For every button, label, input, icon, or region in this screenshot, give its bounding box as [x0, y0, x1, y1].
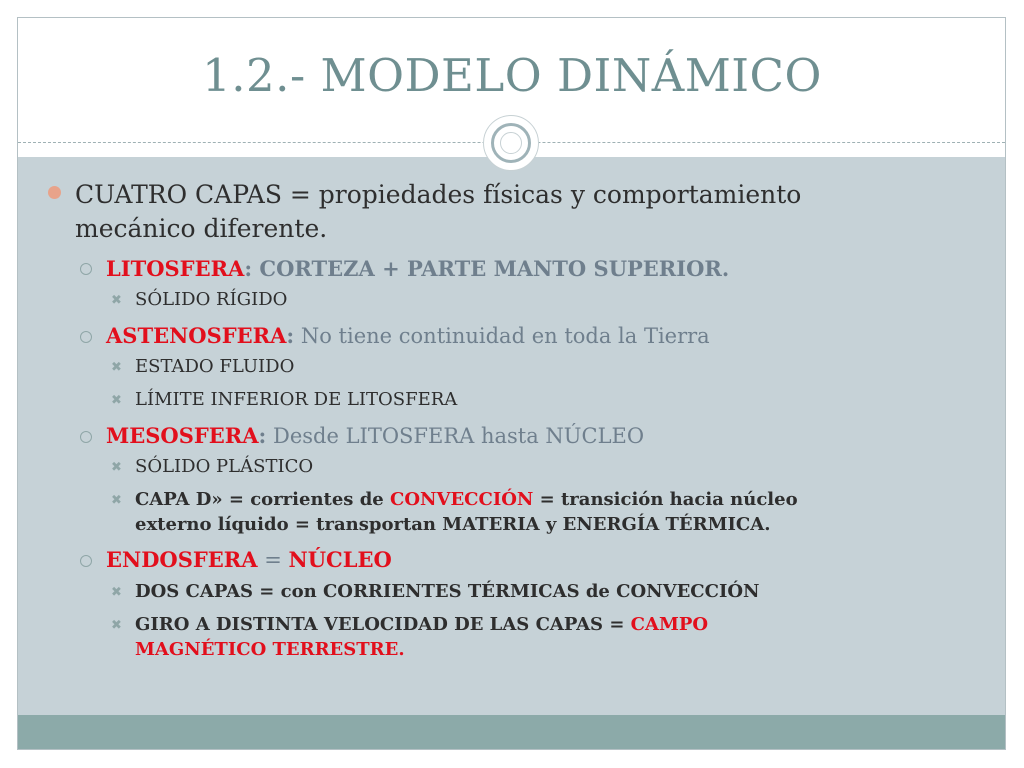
litosfera-line: [106, 255, 729, 283]
litosfera-colon: :: [244, 256, 253, 281]
mesosfera-item2-b: = transición hacia núcleo: [533, 489, 798, 510]
astenosfera-item-1: ESTADO FLUIDO: [135, 356, 295, 377]
bullet-text-line2: mecánico diferente.: [75, 214, 328, 243]
litosfera-item: SÓLIDO RÍGIDO: [135, 289, 288, 310]
astenosfera-colon: :: [286, 323, 295, 348]
endosfera-line: [106, 546, 392, 574]
x-bullet-icon: ✖: [111, 585, 122, 600]
x-bullet-icon: ✖: [111, 493, 122, 508]
bullet-text-line1: CUATRO CAPAS = propiedades físicas y comportamiento: [75, 180, 802, 209]
endosfera-item-2: [135, 613, 708, 637]
ring-inner: [491, 123, 531, 163]
ring-core: [500, 132, 522, 154]
ring-bullet-icon: [80, 555, 92, 567]
endosfera-item-2-line2: MAGNÉTICO TERRESTRE.: [135, 639, 405, 660]
astenosfera-line: [106, 322, 710, 350]
ring-bullet-icon: [80, 431, 92, 443]
x-bullet-icon: ✖: [111, 618, 122, 633]
mesosfera-item2-red: CONVECCIÓN: [390, 489, 534, 510]
x-bullet-icon: ✖: [111, 293, 122, 308]
litosfera-desc: CORTEZA + PARTE MANTO SUPERIOR.: [252, 256, 730, 281]
filled-circle-bullet-icon: [48, 186, 61, 199]
mesosfera-line: [106, 422, 644, 450]
footer-bar: [18, 715, 1005, 749]
ring-bullet-icon: [80, 331, 92, 343]
endosfera-item2-red: CAMPO: [630, 614, 709, 635]
astenosfera-desc: No tiene continuidad en toda la Tierra: [294, 324, 710, 348]
x-bullet-icon: ✖: [111, 393, 122, 408]
endosfera-eq: =: [257, 548, 289, 572]
concentric-ring-icon: [483, 115, 539, 171]
endosfera-item2-a: GIRO A DISTINTA VELOCIDAD DE LAS CAPAS =: [135, 614, 631, 635]
endosfera-item-1: DOS CAPAS = con CORRIENTES TÉRMICAS de CONVECCIÓN: [135, 581, 760, 602]
mesosfera-colon: :: [258, 423, 267, 448]
mesosfera-item-2-line2: externo líquido = transportan MATERIA y ENERGÍA TÉRMICA.: [135, 514, 771, 535]
mesosfera-item-2: [135, 488, 798, 512]
astenosfera-item-2: LÍMITE INFERIOR DE LITOSFERA: [135, 389, 458, 410]
mesosfera-desc: Desde LITOSFERA hasta NÚCLEO: [266, 424, 645, 448]
endosfera-nucleo: NÚCLEO: [288, 547, 392, 572]
slide-title: 1.2.- MODELO DINÁMICO: [202, 49, 822, 102]
astenosfera-name: ASTENOSFERA: [106, 323, 287, 348]
endosfera-name: ENDOSFERA: [106, 547, 258, 572]
x-bullet-icon: ✖: [111, 460, 122, 475]
mesosfera-item-1: SÓLIDO PLÁSTICO: [135, 456, 314, 477]
mesosfera-item2-a: CAPA D» = corrientes de: [135, 489, 391, 510]
mesosfera-name: MESOSFERA: [106, 423, 259, 448]
x-bullet-icon: ✖: [111, 360, 122, 375]
litosfera-name: LITOSFERA: [106, 256, 245, 281]
ring-bullet-icon: [80, 263, 92, 275]
